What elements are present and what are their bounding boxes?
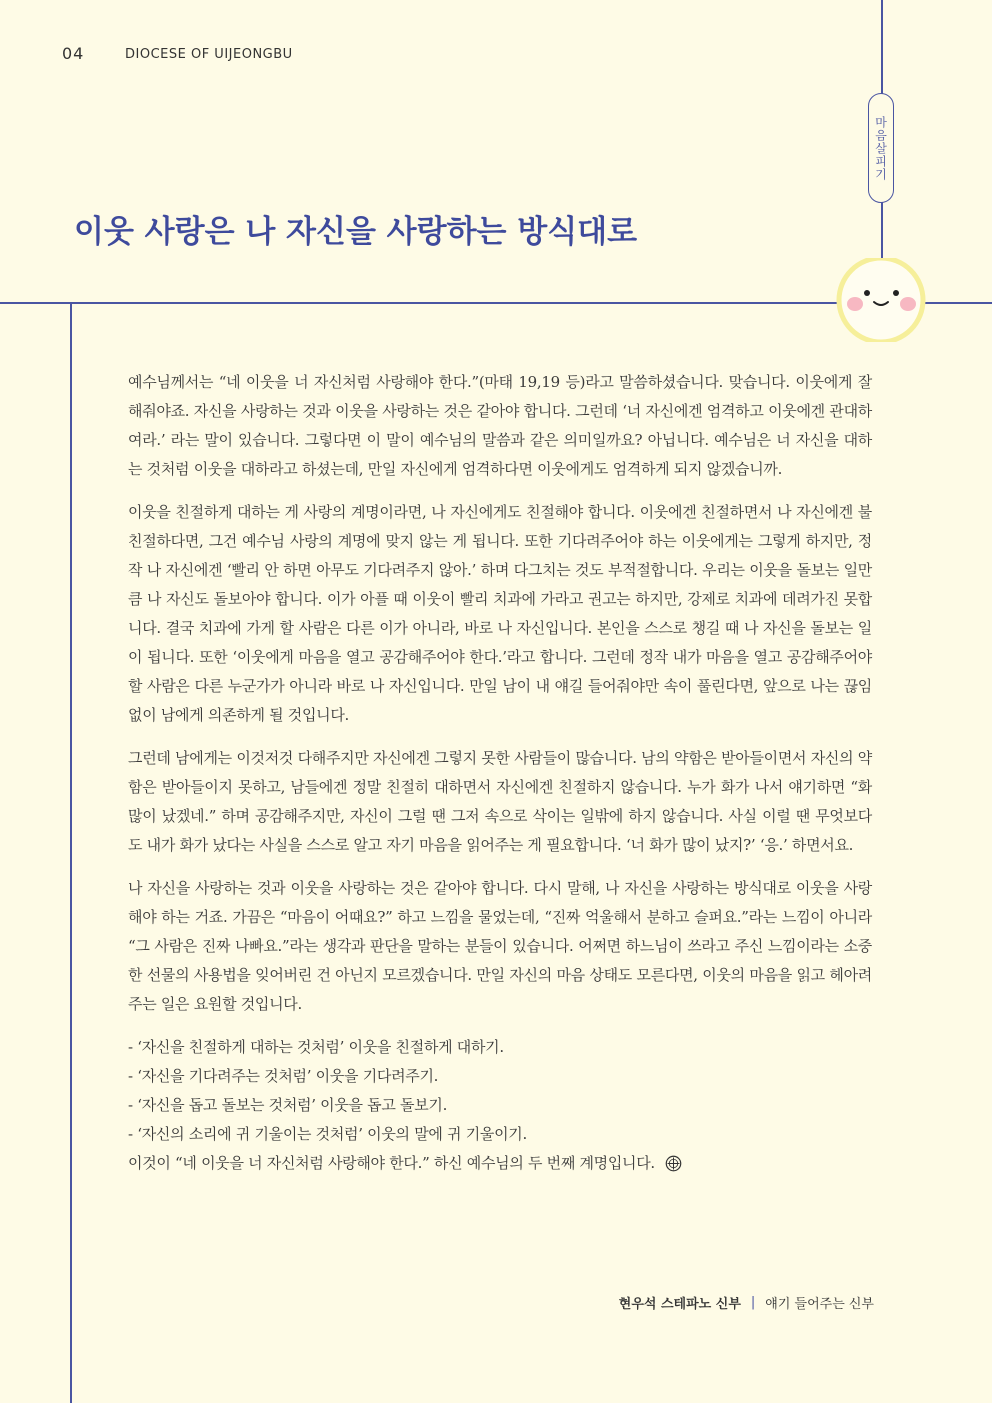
paragraph-3: 그런데 남에게는 이것저것 다해주지만 자신에겐 그렇지 못한 사람들이 많습니다. 남의 약함은 받아들이면서 자신의 약함은 받아들이지 못하고, 남들에겐 정말 친절히 대하면서 자신에겐 친절하지 않습니다. 누가 화가 나서 얘기하면 “화 많이 났겠네.” 하며 공감해주지만, 자신이 그럴 땐 그저 속으로 삭이는 일밖에 하지 않습니다. 사실 이럴 땐 무엇보다도 내가 화가 났다는 사실을 스스로 알고 자기 마음을 읽어주는 게 필요합니다. ‘너 화가 많이 났지?’ ‘응.’ 하면서요. xyxy=(128,749,872,854)
left-vertical-rule xyxy=(70,302,72,1403)
list-item: - ‘자신을 친절하게 대하는 것처럼’ 이웃을 친절하게 대하기. xyxy=(128,1038,504,1056)
paragraph-1: 예수님께서는 “네 이웃을 너 자신처럼 사랑해야 한다.”(마태 19,19 등)라고 말씀하셨습니다. 맞습니다. 이웃에게 잘 해줘야죠. 자신을 사랑하는 것과 이웃을 사랑하는 것은 같아야 합니다. 그런데 ‘너 자신에겐 엄격하고 이웃에겐 관대하여라.’ 라는 말이 있습니다. 그렇다면 이 말이 예수님의 말씀과 같은 의미일까요? 아닙니다. 예수님은 너 자신을 대하는 것처럼 이웃을 대하라고 하셨는데, 만일 자신에게 엄격하다면 이웃에게도 엄격하게 되지 않겠습니까. xyxy=(128,373,872,478)
list-item: - ‘자신을 기다려주는 것처럼’ 이웃을 기다려주기. xyxy=(128,1067,439,1085)
paragraph-2: 이웃을 친절하게 대하는 게 사랑의 계명이라면, 나 자신에게도 친절해야 합니다. 이웃에겐 친절하면서 나 자신에겐 불친절하다면, 그건 예수님 사랑의 계명에 맞지 않는 게 됩니다. 또한 기다려주어야 하는 이웃에게는 그렇게 하지만, 정작 나 자신에겐 ‘빨리 안 하면 아무도 기다려주지 않아.’ 하며 다그치는 것도 부적절합니다. 우리는 이웃을 돌보는 일만큼 나 자신도 돌보아야 합니다. 이가 아플 때 이웃이 빨리 치과에 가라고 권고는 하지만, 강제로 치과에 데려가진 못합니다. 결국 치과에 가게 할 사람은 다른 이가 아니라, 바로 나 자신입니다. 본인을 스스로 챙길 때 나 자신을 돌보는 일이 됩니다. 또한 ‘이웃에게 마음을 열고 공감해주어야 한다.’라고 합니다. 그런데 정작 내가 마음을 열고 공감해주어야 할 사람은 다른 누군가가 아니라 바로 나 자신입니다. 만일 남이 내 얘길 들어줘야만 속이 풀린다면, 앞으로 나는 끊임없이 남에게 의존하게 될 것입니다. xyxy=(128,503,872,724)
author-credit xyxy=(619,1293,874,1312)
article-title: 이웃 사랑은 나 자신을 사랑하는 방식대로 xyxy=(74,214,638,250)
separator: | xyxy=(750,1295,756,1310)
list-item: - ‘자신의 소리에 귀 기울이는 것처럼’ 이웃의 말에 귀 기울이기. xyxy=(128,1125,527,1143)
author-name: 현우석 스테파노 신부 xyxy=(618,1297,741,1312)
section-tag-label: 마음살피기 xyxy=(873,115,888,181)
page-number: 04 xyxy=(62,44,85,63)
closing-text: 이것이 “네 이웃을 너 자신처럼 사랑해야 한다.” 하신 예수님의 두 번째 계명입니다. xyxy=(128,1154,655,1172)
author-role: 얘기 들어주는 신부 xyxy=(765,1297,874,1312)
paragraph-4: 나 자신을 사랑하는 것과 이웃을 사랑하는 것은 같아야 합니다. 다시 말해, 나 자신을 사랑하는 방식대로 이웃을 사랑해야 하는 거죠. 가끔은 “마음이 어때요?” 하고 느낌을 물었는데, “진짜 억울해서 분하고 슬퍼요.”라는 느낌이 아니라 “그 사람은 진짜 나빠요.”라는 생각과 판단을 말하는 분들이 있습니다. 어쩌면 하느님이 쓰라고 주신 느낌이라는 소중한 선물의 사용법을 잊어버린 건 아닌지 모르겠습니다. 만일 자신의 마음 상태도 모른다면, 이웃의 마음을 읽고 헤아려주는 일은 요원할 것입니다. xyxy=(128,879,872,1013)
section-tag xyxy=(868,93,894,203)
diocese-emblem-icon xyxy=(665,1155,682,1172)
article-body xyxy=(128,368,872,1178)
commandment-list xyxy=(128,1033,872,1149)
closing-line xyxy=(128,1149,872,1178)
smiley-face-icon xyxy=(834,258,928,342)
publication-name: DIOCESE OF UIJEONGBU xyxy=(125,47,293,62)
list-item: - ‘자신을 돕고 돌보는 것처럼’ 이웃을 돕고 돌보기. xyxy=(128,1096,448,1114)
